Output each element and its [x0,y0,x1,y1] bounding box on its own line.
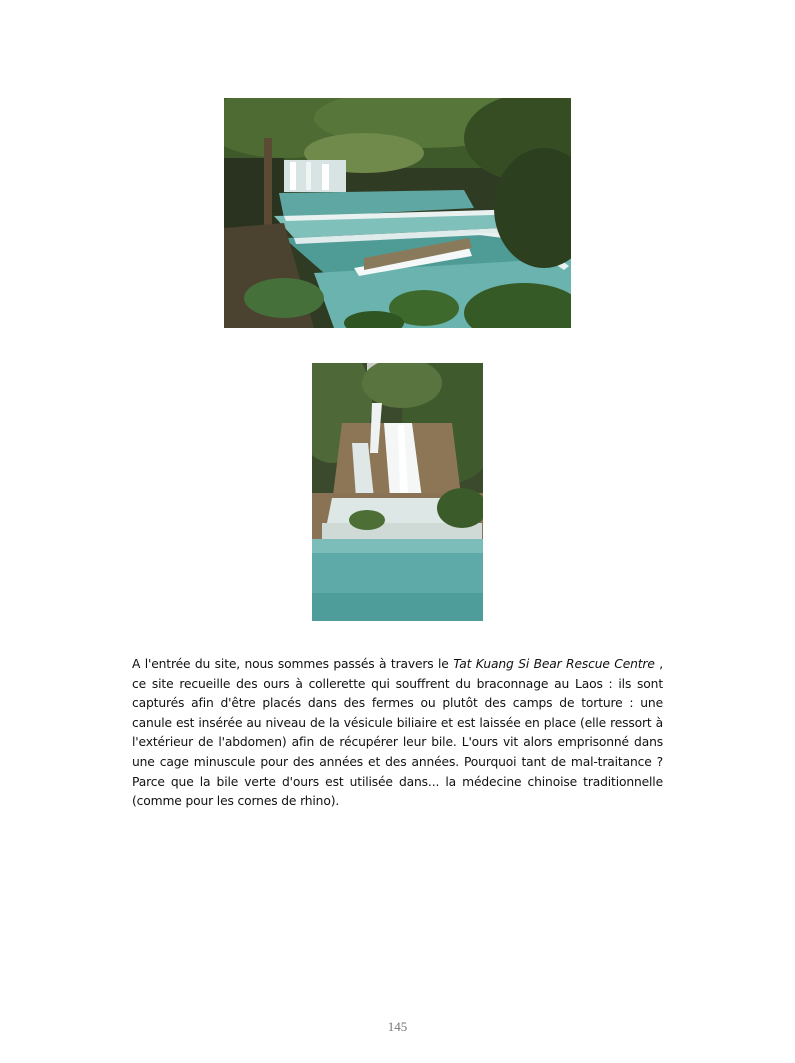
place-name: Tat Kuang Si Bear Rescue Centre [453,657,655,671]
waterfall-terraces-photo [224,98,571,328]
body-paragraph [132,655,663,812]
paragraph-rest: , ce site recueille des ours à collerette qui souffrent du braconnage au Laos : ils sont capturés afin d'être placés dans des fermes ou plutôt des camps de torture : une canule est insérée au niveau de la vésicule biliaire et est laissée en place (elle ressort à l'extérieur de l'abdomen) afin de récupérer leur bile. L'ours vit alors emprisonné dans une cage minuscule pour des années et des années. Pourquoi tant de mal-traitance ? Parce que la bile verte d'ours est utilisée dans... la médecine chinoise traditionnelle (comme pour les cornes de rhino). [132,657,663,809]
page-number: 145 [387,1019,408,1034]
paragraph-intro: A l'entrée du site, nous sommes passés à travers le [132,657,454,671]
waterfall-cascade-photo [312,363,483,621]
